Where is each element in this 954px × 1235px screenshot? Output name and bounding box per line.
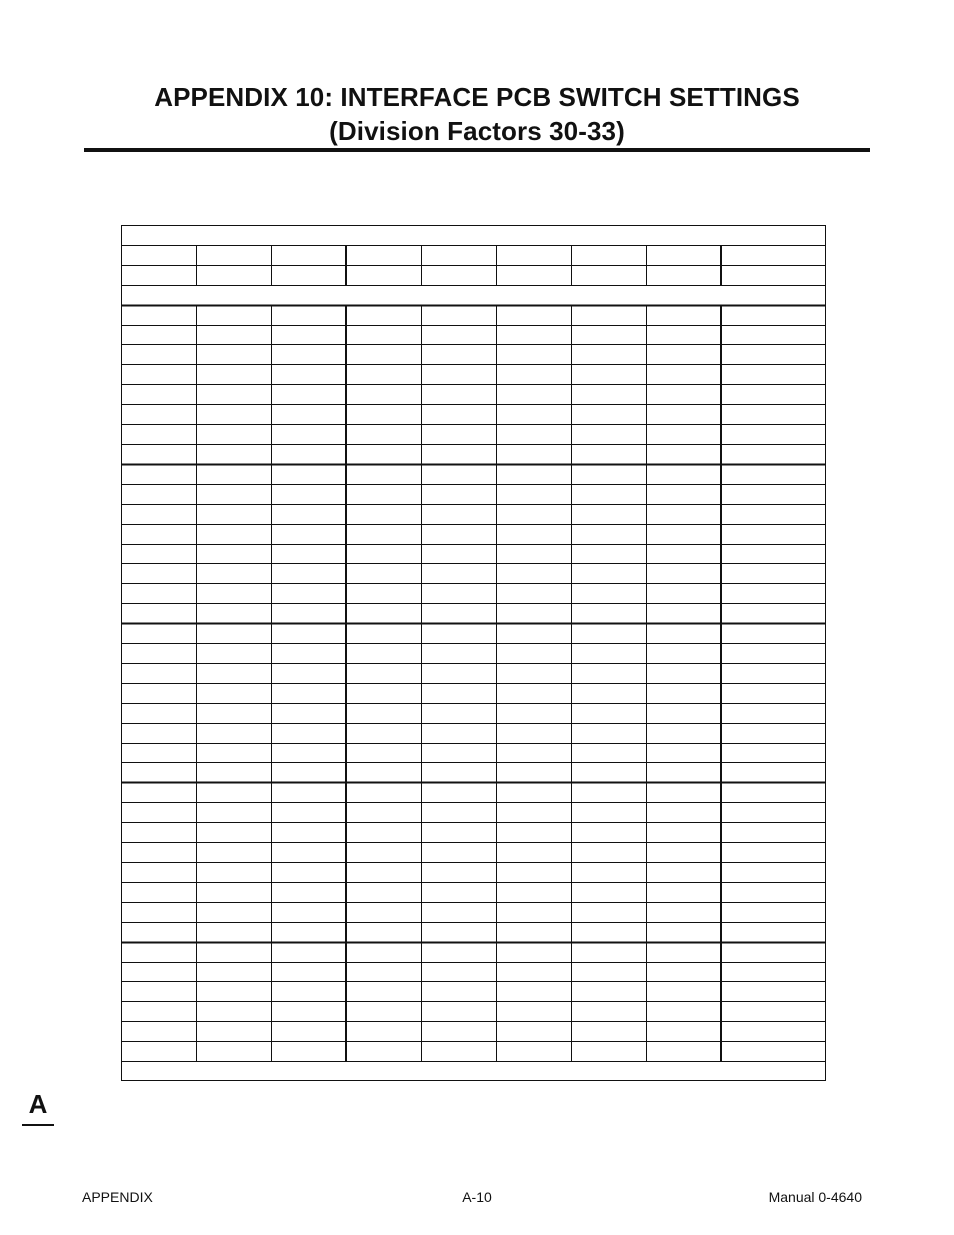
- page-title: [84, 80, 870, 148]
- title-underline: [84, 148, 870, 152]
- footer-section-label: APPENDIX: [82, 1189, 153, 1205]
- page-title-line-1: APPENDIX 10: INTERFACE PCB SWITCH SETTINGS: [154, 82, 800, 112]
- appendix-tab-letter: A: [28, 1089, 48, 1119]
- switch-settings-table: [121, 225, 826, 1081]
- page-title-line-2: (Division Factors 30-33): [329, 116, 625, 146]
- appendix-tab-underline: [22, 1124, 54, 1126]
- switch-settings-grid: [121, 225, 826, 1081]
- footer-manual-number: Manual 0-4640: [768, 1189, 862, 1205]
- footer-page-number: A-10: [462, 1189, 492, 1205]
